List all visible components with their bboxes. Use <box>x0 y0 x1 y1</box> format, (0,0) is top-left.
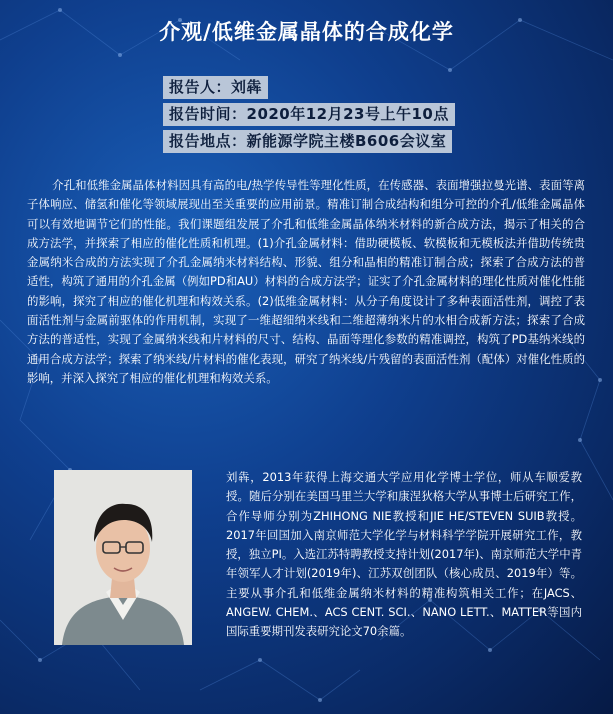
portrait-image <box>54 470 192 645</box>
abstract-paragraph <box>27 176 585 388</box>
abstract-text: 介孔和低维金属晶体材料因具有高的电/热学传导性等理化性质，在传感器、表面增强拉曼光谱、表面等离子体响应、储氢和催化等领域展现出至关重要的应用前景。精准订制合成结构和组分可控的介孔/低维金属晶体可以有效地调节它们的性能。我们课题组发展了介孔和低维金属晶体纳米材料的新合成方法，揭示了相关的合成方法学，并探索了相应的催化性质和机理。(1)介孔金属材料：借助硬模板、软模板和无模板法并借助传统贵金属纳米合成的方法实现了介孔金属纳米材料结构、形貌、组分和晶相的精准订制合成；探索了合成方法的普适性，构筑了通用的介孔金属（例如PD和AU）材料的合成方法学；证实了介孔金属材料的理化性质对催化性能的影响，探究了相应的催化机理和构效关系。(2)低维金属材料：从分子角度设计了多种表面活性剂，调控了表面活性剂与金属前驱体的作用机制，实现了一维超细纳米线和二维超薄纳米片的水相合成新方法；探索了合成方法的普适性，实现了金属纳米线和片材料的尺寸、结构、晶面等理化参数的精准调控，构筑了PD基纳米线的通用合成方法学；探索了纳米线/片材料的催化表现，研究了纳米线/片残留的表面活性剂（配体）对催化性质的影响，并深入探究了相应的催化机理和构效关系。 <box>27 178 585 385</box>
place-label: 报告地点：新能源学院主楼B606会议室 <box>163 130 452 153</box>
talk-info <box>163 76 455 157</box>
time-label: 报告时间：2020年12月23号上午10点 <box>163 103 455 126</box>
speaker-label: 报告人：刘犇 <box>163 76 268 99</box>
speaker-bio: 刘犇，2013年获得上海交通大学应用化学博士学位，师从车顺爱教授。随后分别在美国马里兰大学和康涅狄格大学从事博士后研究工作，合作导师分别为ZHIHONG NIE教授和JIE HE/STEVEN SUIB教授。2017年回国加入南京师范大学化学与材料科学学院开展研究工作，教授，独立PI。入选江苏特聘教授支持计划(2017年)、南京师范大学中青年领军人才计划(2019年)、江苏双创团队（核心成员、2019年）等。主要从事介孔和低维金属纳米材料的精准构筑相关工作；在JACS、ANGEW. CHEM.、ACS CENT. SCI.、NANO LETT.、MATTER等国内国际重要期刊发表研究论文70余篇。 <box>226 470 582 639</box>
speaker-photo <box>54 470 192 645</box>
page-title: 介观/低维金属晶体的合成化学 <box>159 20 454 44</box>
